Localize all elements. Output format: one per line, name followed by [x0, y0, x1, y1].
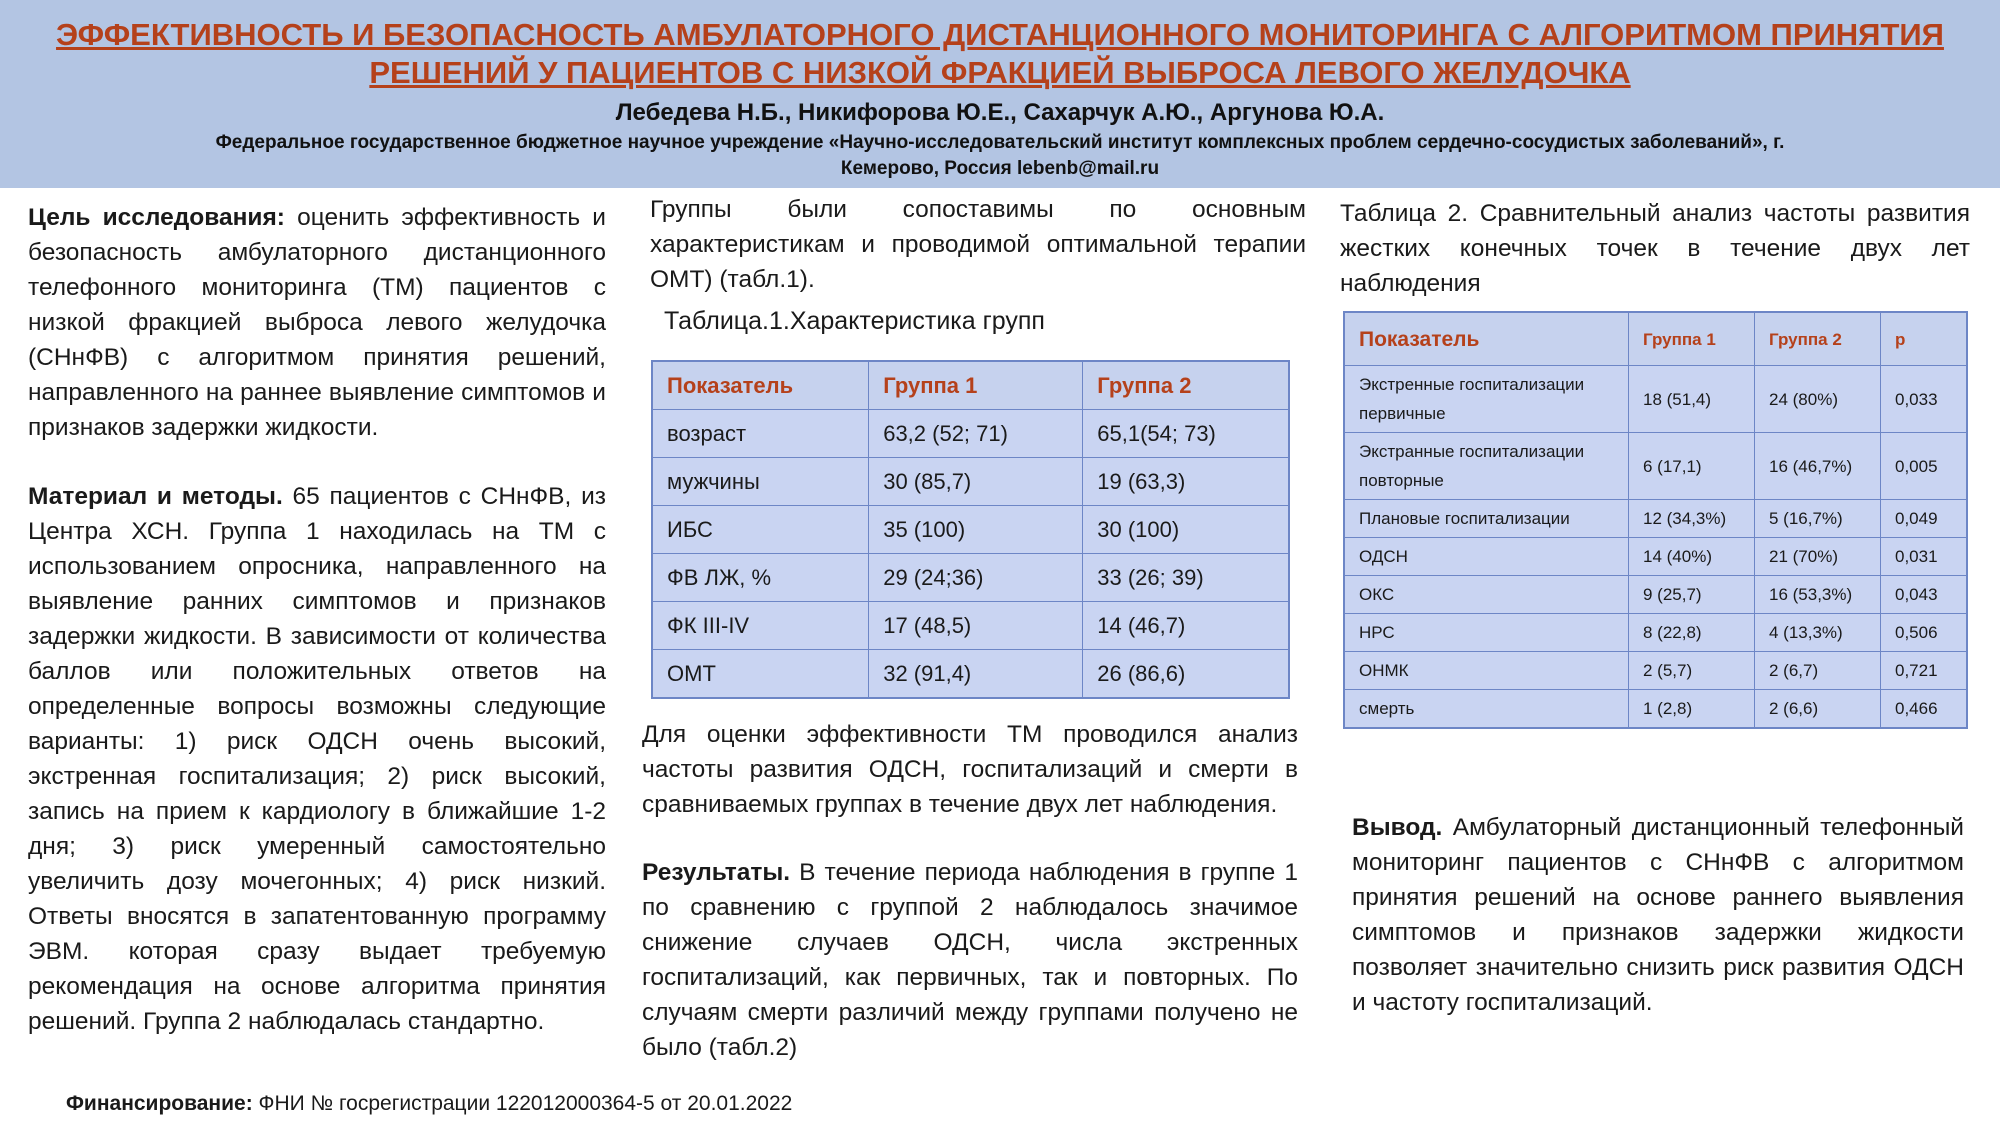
- table-cell: 29 (24;36): [869, 554, 1083, 602]
- table-cell: 32 (91,4): [869, 650, 1083, 699]
- table1-caption: Таблица.1.Характеристика групп: [664, 307, 1045, 335]
- table-cell: 21 (70%): [1755, 538, 1881, 576]
- aim-section: [28, 200, 606, 445]
- table-row: [652, 554, 1289, 602]
- table-row: [1344, 690, 1967, 729]
- table-cell: ФК III-IV: [652, 602, 869, 650]
- table-cell: 2 (5,7): [1629, 652, 1755, 690]
- affiliation: [80, 130, 1920, 182]
- table2-header: p: [1881, 312, 1968, 366]
- table-row: [652, 602, 1289, 650]
- table-cell: ОКС: [1344, 576, 1629, 614]
- table-cell: 12 (34,3%): [1629, 500, 1755, 538]
- funding-label: Финансирование:: [66, 1092, 253, 1115]
- table-row: [652, 410, 1289, 458]
- table2-header: Группа 2: [1755, 312, 1881, 366]
- table1-header-row: [652, 361, 1289, 410]
- results-label: Результаты.: [642, 859, 791, 886]
- authors: Лебедева Н.Б., Никифорова Ю.Е., Сахарчук А.Ю., Аргунова Ю.А.: [615, 99, 1385, 126]
- table1-header: Группа 1: [869, 361, 1083, 410]
- table-cell: ФВ ЛЖ, %: [652, 554, 869, 602]
- table-cell: мужчины: [652, 458, 869, 506]
- table2-header: Показатель: [1344, 312, 1629, 366]
- table-cell: 14 (40%): [1629, 538, 1755, 576]
- funding: [66, 1091, 792, 1117]
- table1-header: Показатель: [652, 361, 869, 410]
- table-cell: 63,2 (52; 71): [869, 410, 1083, 458]
- table-cell: 2 (6,6): [1755, 690, 1881, 729]
- table-cell: НРС: [1344, 614, 1629, 652]
- table-cell: 18 (51,4): [1629, 366, 1755, 433]
- table-cell: 30 (100): [1083, 506, 1289, 554]
- table-cell: 17 (48,5): [869, 602, 1083, 650]
- table-cell: 35 (100): [869, 506, 1083, 554]
- table-cell: 19 (63,3): [1083, 458, 1289, 506]
- aim-text: оценить эффективность и безопасность амбулаторного дистанционного телефонного мониторинга (ТМ) пациентов с низкой фракцией выброса левого желудочка (СНнФВ) с алгоритмом принятия решений, направленного на раннее выявление симптомов и признаков задержки жидкости.: [28, 204, 606, 441]
- funding-text: ФНИ № госрегистрации 122012000364-5 от 20.01.2022: [252, 1092, 793, 1115]
- table-cell: Экстранные госпитализации повторные: [1344, 433, 1629, 500]
- methods-section: [28, 479, 606, 1039]
- title-line-2: РЕШЕНИЙ У ПАЦИЕНТОВ С НИЗКОЙ ФРАКЦИЕЙ ВЫБРОСА ЛЕВОГО ЖЕЛУДОЧКА: [369, 55, 1631, 90]
- table-cell: 1 (2,8): [1629, 690, 1755, 729]
- table-cell: ОНМК: [1344, 652, 1629, 690]
- affiliation-line-1: Федеральное государственное бюджетное научное учреждение «Научно-исследовательский институт комплексных проблем сердечно-сосудистых заболеваний», г.: [215, 132, 1785, 153]
- table-row: [1344, 576, 1967, 614]
- table-cell: 14 (46,7): [1083, 602, 1289, 650]
- table-cell: 0,721: [1881, 652, 1968, 690]
- groups-intro: Группы были сопоставимы по основным характеристикам и проводимой оптимальной терапии ОМТ) (табл.1).: [650, 196, 1306, 293]
- conclusion-section: [1352, 810, 1964, 1020]
- table-cell: 4 (13,3%): [1755, 614, 1881, 652]
- table-row: [1344, 652, 1967, 690]
- table-cell: 65,1(54; 73): [1083, 410, 1289, 458]
- table-row: [652, 650, 1289, 699]
- table-cell: 0,506: [1881, 614, 1968, 652]
- conclusion-label: Вывод.: [1352, 814, 1443, 841]
- table2-header-row: [1344, 312, 1967, 366]
- table-row: [652, 458, 1289, 506]
- table-row: [1344, 614, 1967, 652]
- table-cell: ОДСН: [1344, 538, 1629, 576]
- aim-label: Цель исследования:: [28, 204, 285, 231]
- results-section: [642, 855, 1298, 1065]
- table-cell: 9 (25,7): [1629, 576, 1755, 614]
- table2-caption: Таблица 2. Сравнительный анализ частоты развития жестких конечных точек в течение двух лет наблюдения: [1340, 200, 1970, 297]
- table-cell: 0,031: [1881, 538, 1968, 576]
- table-cell: смерть: [1344, 690, 1629, 729]
- table-cell: Плановые госпитализации: [1344, 500, 1629, 538]
- conclusion-text: Амбулаторный дистанционный телефонный мониторинг пациентов с СНнФВ с алгоритмом принятия решений на основе раннего выявления симптомов и признаков задержки жидкости позволяет значительно снизить риск развития ОДСН и частоту госпитализаций.: [1352, 814, 1964, 1016]
- table-cell: ОМТ: [652, 650, 869, 699]
- table-cell: 6 (17,1): [1629, 433, 1755, 500]
- table-row: [1344, 366, 1967, 433]
- table2-header: Группа 1: [1629, 312, 1755, 366]
- table-cell: возраст: [652, 410, 869, 458]
- table-cell: 0,043: [1881, 576, 1968, 614]
- table1-header: Группа 2: [1083, 361, 1289, 410]
- efficacy-text: Для оценки эффективности ТМ проводился анализ частоты развития ОДСН, госпитализаций и смерти в сравниваемых группах в течение двух лет наблюдения.: [642, 721, 1298, 818]
- table2: [1343, 311, 1968, 729]
- table-cell: Экстренные госпитализации первичные: [1344, 366, 1629, 433]
- table-cell: 30 (85,7): [869, 458, 1083, 506]
- table-cell: 24 (80%): [1755, 366, 1881, 433]
- poster-title: [0, 16, 2000, 92]
- table-cell: 16 (53,3%): [1755, 576, 1881, 614]
- poster-header: [0, 0, 2000, 188]
- methods-label: Материал и методы.: [28, 483, 283, 510]
- table-cell: 26 (86,6): [1083, 650, 1289, 699]
- table-cell: 0,049: [1881, 500, 1968, 538]
- table-cell: 8 (22,8): [1629, 614, 1755, 652]
- results-text: В течение периода наблюдения в группе 1 по сравнению с группой 2 наблюдалось значимое снижение случаев ОДСН, числа экстренных госпитализаций, как первичных, так и повторных. По случаям смерти различий между группами получено не было (табл.2): [642, 859, 1298, 1061]
- table-row: [1344, 500, 1967, 538]
- table-cell: 2 (6,7): [1755, 652, 1881, 690]
- table-cell: 33 (26; 39): [1083, 554, 1289, 602]
- table-cell: 16 (46,7%): [1755, 433, 1881, 500]
- table-cell: 0,033: [1881, 366, 1968, 433]
- table1: [651, 360, 1290, 699]
- affiliation-line-2: Кемерово, Россия lebenb@mail.ru: [840, 158, 1160, 179]
- table-cell: 0,005: [1881, 433, 1968, 500]
- methods-text: 65 пациентов с СНнФВ, из Центра ХСН. Группа 1 находилась на ТМ с использованием опросника, направленного на выявление ранних симптомов и признаков задержки жидкости. В зависимости от количества баллов или положительных ответов на определенные вопросы возможны следующие варианты: 1) риск ОДСН очень высокий, экстренная госпитализация; 2) риск высокий, запись на прием к кардиологу в ближайшие 1-2 дня; 3) риск умеренный самостоятельно увеличить дозу мочегонных; 4) риск низкий. Ответы вносятся в запатентованную программу ЭВМ. которая сразу выдает требуемую рекомендация на основе алгоритма принятия решений. Группа 2 наблюдалась стандартно.: [28, 483, 606, 1035]
- table-row: [652, 506, 1289, 554]
- table-cell: ИБС: [652, 506, 869, 554]
- table-row: [1344, 538, 1967, 576]
- table-cell: 5 (16,7%): [1755, 500, 1881, 538]
- table-cell: 0,466: [1881, 690, 1968, 729]
- title-line-1: ЭФФЕКТИВНОСТЬ И БЕЗОПАСНОСТЬ АМБУЛАТОРНОГО ДИСТАНЦИОННОГО МОНИТОРИНГА С АЛГОРИТМОМ ПРИНЯТИЯ: [56, 17, 1944, 52]
- table-row: [1344, 433, 1967, 500]
